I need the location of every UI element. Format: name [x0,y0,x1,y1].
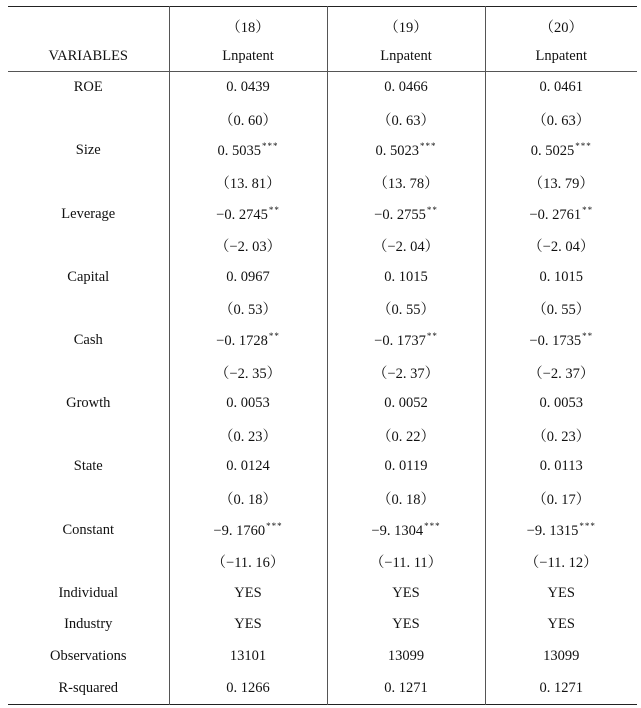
cell-value: −9. 1315 [526,522,579,539]
cell-value: （−2. 04） [372,239,440,256]
cell-value: 0. 1266 [226,679,270,696]
cell-value: （0. 53） [219,302,277,319]
table-cell [485,167,637,199]
cell-value: （0. 60） [219,112,277,129]
dependent-variable-row [8,41,637,72]
table-cell [327,546,485,578]
row-label: State [8,451,169,483]
table-cell [485,262,637,294]
table-row [8,230,637,262]
table-cell [485,72,637,104]
table-cell [169,672,327,704]
table-cell [327,641,485,673]
table-cell [485,546,637,578]
table-cell [485,672,637,704]
cell-value: 0. 0052 [384,395,428,412]
column-number-row [8,7,637,42]
table-cell [327,325,485,357]
significance-stars: ** [582,204,594,215]
row-label: Industry [8,609,169,641]
row-label: Observations [8,641,169,673]
cell-value: 0. 1271 [384,679,428,696]
table-row [8,641,637,673]
row-label: Capital [8,262,169,294]
table-cell [169,230,327,262]
cell-value: −0. 1735 [529,333,582,350]
cell-value: YES [234,616,262,633]
table-row [8,325,637,357]
table-row [8,578,637,610]
cell-value: （−2. 37） [528,365,595,382]
row-label [8,483,169,515]
cell-value: （0. 23） [532,428,591,445]
row-label: Leverage [8,198,169,230]
table-cell [169,609,327,641]
cell-value: YES [547,584,575,601]
cell-value: （0. 18） [219,492,277,509]
cell-value: 13099 [387,647,425,664]
cell-value: （−2. 35） [214,365,282,382]
table-row [8,546,637,578]
table-row [8,167,637,199]
cell-value: （−11. 16） [211,555,285,572]
table-cell [327,356,485,388]
cell-value: （0. 23） [219,428,277,445]
cell-value: 0. 1015 [384,268,428,285]
table-cell [485,104,637,136]
table-cell [485,135,637,167]
table-row [8,72,637,104]
cell-value: 0. 5023 [375,143,419,160]
table-row [8,262,637,294]
significance-stars: ** [426,204,438,215]
row-label: R-squared [8,672,169,704]
cell-value: −0. 1728 [216,333,268,350]
column-number-20: （20） [539,19,583,36]
cell-value: 0. 0053 [226,395,270,412]
table-cell [327,262,485,294]
table-cell [169,578,327,610]
table-cell [169,451,327,483]
regression-table [8,6,637,705]
row-label: Individual [8,578,169,610]
significance-stars: *** [262,141,279,152]
table-cell [169,135,327,167]
row-label [8,546,169,578]
table-row [8,198,637,230]
cell-value: −0. 2745 [216,206,268,223]
cell-value: 0. 5035 [217,143,261,160]
significance-stars: *** [420,141,437,152]
table-row [8,672,637,704]
cell-value: （13. 81） [215,176,281,193]
table-row [8,514,637,546]
row-label [8,420,169,452]
column-number-19: （19） [327,7,485,42]
table-cell [485,356,637,388]
table-cell [327,420,485,452]
table-cell [327,293,485,325]
cell-value: （0. 17） [532,492,591,509]
table-cell [485,230,637,262]
table-cell [327,388,485,420]
table-cell [327,167,485,199]
table-body [8,72,637,705]
cell-value: 0. 0967 [226,268,270,285]
table-row [8,609,637,641]
row-label: Size [8,135,169,167]
table-cell [327,72,485,104]
row-label [8,356,169,388]
table-cell [327,198,485,230]
header-blank-cell [8,7,169,42]
table-cell [169,546,327,578]
table-row [8,135,637,167]
cell-value: 13099 [543,647,580,664]
cell-value: 13101 [229,647,267,664]
table-cell [169,167,327,199]
dep-var-18: Lnpatent [169,41,327,72]
cell-value: YES [547,616,575,633]
row-label [8,293,169,325]
cell-value: （13. 79） [528,176,594,193]
table-cell [485,325,637,357]
cell-value: （−11. 12） [524,555,598,572]
cell-value: 0. 5025 [530,143,575,160]
cell-value: 0. 1015 [539,268,583,285]
table-cell [169,198,327,230]
table-cell [485,641,637,673]
row-label: Cash [8,325,169,357]
significance-stars: *** [575,141,592,152]
table-row [8,451,637,483]
table-row [8,356,637,388]
table-cell [327,483,485,515]
cell-value: 0. 0113 [539,458,583,475]
table-cell [327,104,485,136]
significance-stars: *** [266,520,283,531]
row-label: ROE [8,72,169,104]
cell-value: 0. 0124 [226,458,270,475]
table-cell [169,72,327,104]
cell-value: 0. 0461 [539,79,583,96]
table-cell [485,451,637,483]
significance-stars: *** [424,520,441,531]
table-cell [327,451,485,483]
table-row [8,293,637,325]
table-cell [485,609,637,641]
cell-value: （0. 63） [377,112,435,129]
cell-value: （0. 18） [377,492,435,509]
cell-value: YES [234,584,262,601]
table-cell [485,293,637,325]
table-cell [327,135,485,167]
row-label [8,167,169,199]
cell-value: （−2. 37） [372,365,440,382]
cell-value: YES [392,616,420,633]
significance-stars: ** [426,331,438,342]
table-cell [327,230,485,262]
table-row [8,388,637,420]
table-cell [485,198,637,230]
cell-value: 0. 0439 [226,79,270,96]
table-cell [169,293,327,325]
cell-value: −0. 1737 [374,333,426,350]
table-cell [169,420,327,452]
cell-value: −9. 1304 [371,522,424,539]
cell-value: （−2. 03） [214,239,282,256]
table-cell [169,262,327,294]
cell-value: （−2. 04） [528,239,595,256]
cell-value: （−11. 11） [369,555,443,572]
variables-header: VARIABLES [8,41,169,72]
row-label [8,104,169,136]
cell-value: 0. 1271 [539,679,583,696]
row-label: Growth [8,388,169,420]
cell-value: （0. 55） [532,302,591,319]
table-cell [485,420,637,452]
table-cell [169,483,327,515]
table-cell [169,514,327,546]
cell-value: −0. 2761 [529,206,582,223]
cell-value: 0. 0053 [539,395,583,412]
significance-stars: ** [582,331,594,342]
table-cell [485,514,637,546]
table-cell [169,104,327,136]
table-cell [327,578,485,610]
table-cell [327,672,485,704]
table-cell [327,514,485,546]
table-cell [169,325,327,357]
table-row [8,420,637,452]
cell-value: −0. 2755 [374,206,426,223]
dep-var-19: Lnpatent [327,41,485,72]
dep-var-20: Lnpatent [485,41,637,72]
cell-value: （0. 55） [377,302,435,319]
cell-value: （0. 22） [377,428,435,445]
table-cell [485,483,637,515]
significance-stars: ** [268,204,280,215]
cell-value: （13. 78） [373,176,439,193]
table-cell [485,388,637,420]
significance-stars: ** [268,331,280,342]
table-cell [169,356,327,388]
cell-value: 0. 0466 [384,79,428,96]
table-cell [485,578,637,610]
table-cell [327,609,485,641]
column-number-18: （18） [169,7,327,42]
row-label: Constant [8,514,169,546]
table-row [8,104,637,136]
cell-value: （0. 63） [532,112,591,129]
cell-value: YES [392,584,420,601]
table-cell [169,388,327,420]
cell-value: 0. 0119 [384,458,428,475]
table-row [8,483,637,515]
significance-stars: *** [579,520,596,531]
row-label [8,230,169,262]
regression-table-container [8,6,637,705]
cell-value: −9. 1760 [213,522,266,539]
table-cell [169,641,327,673]
